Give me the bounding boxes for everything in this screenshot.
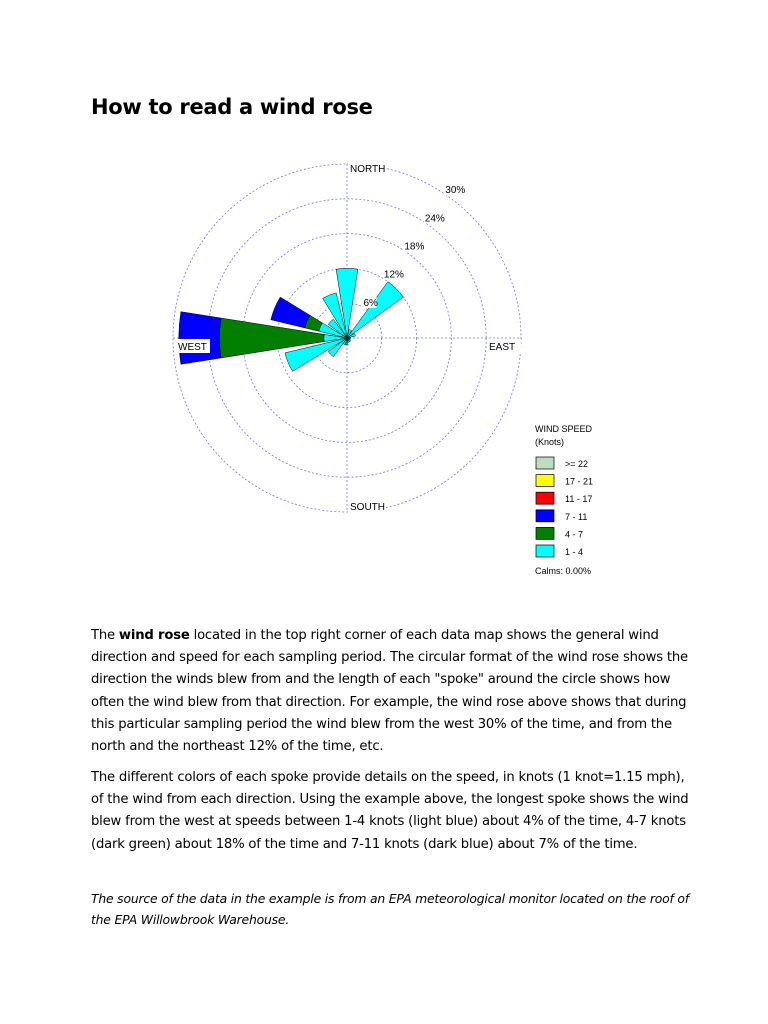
legend-swatch — [536, 475, 554, 487]
dir-label-north: NORTH — [350, 164, 386, 175]
legend-swatch — [536, 527, 554, 539]
ring-label: 30% — [445, 185, 466, 197]
rose-spokes — [179, 268, 404, 371]
legend-label: >= 22 — [565, 459, 589, 469]
dir-label-east: EAST — [489, 342, 516, 353]
ring-labels — [362, 184, 465, 309]
spoke-45-seg-1 — [347, 282, 403, 338]
page-title: How to read a wind rose — [91, 95, 373, 119]
ring-label: 12% — [383, 269, 404, 281]
legend — [536, 457, 593, 557]
paragraph-intro — [91, 625, 691, 758]
legend-label: 7 - 11 — [565, 511, 588, 522]
ring-label: 18% — [404, 241, 425, 253]
legend-label: 4 - 7 — [565, 529, 584, 540]
ring-label: 6% — [363, 297, 378, 309]
paragraph-colors: The different colors of each spoke provide details on the speed, in knots (1 knot=1.15 mph), of the wind from each direction. Using the example above, the longest spoke shows the wind blew from the west at speeds between 1-4 knots (light blue) about 4% of the time, 4-7 knots (dark green) about 18% of the time and 7-11 knots (dark blue) about 7% of the time. — [91, 770, 689, 852]
p1-lead: The — [91, 628, 119, 643]
paragraph-source: The source of the data in the example is from an EPA meteorological monitor located on the roof of the EPA Willowbrook Warehouse. — [91, 891, 689, 927]
spoke-270-seg-3 — [179, 312, 221, 365]
legend-swatch — [536, 510, 554, 522]
ring-label: 24% — [424, 213, 445, 225]
legend-swatch — [536, 492, 554, 504]
spoke-292.5-seg-3 — [271, 297, 310, 328]
legend-swatch — [536, 457, 554, 469]
legend-label: 17 - 21 — [565, 476, 594, 487]
legend-label: 11 - 17 — [565, 494, 593, 505]
p1-rest: located in the top right corner of each data map shows the general wind direction and speed for each sampling period. The circular format of the wind rose shows the direction the winds blew from and the length of each "spoke" around the circle shows how often the wind blew from that direction. For example, the wind rose above shows that during this particular sampling period the wind blew from the west 30% of the time, and from the north and the northeast 12% of the time, etc. — [91, 628, 688, 755]
dir-label-south: SOUTH — [350, 502, 385, 513]
p1-bold-term: wind rose — [118, 628, 190, 643]
legend-calms: Calms: 0.00% — [535, 566, 592, 576]
legend-swatch — [536, 545, 554, 557]
legend-title-line1: WIND SPEED — [535, 424, 593, 434]
legend-label: 1 - 4 — [565, 547, 584, 557]
dir-label-west: WEST — [178, 342, 207, 353]
legend-title-line2: (Knots) — [535, 437, 565, 447]
